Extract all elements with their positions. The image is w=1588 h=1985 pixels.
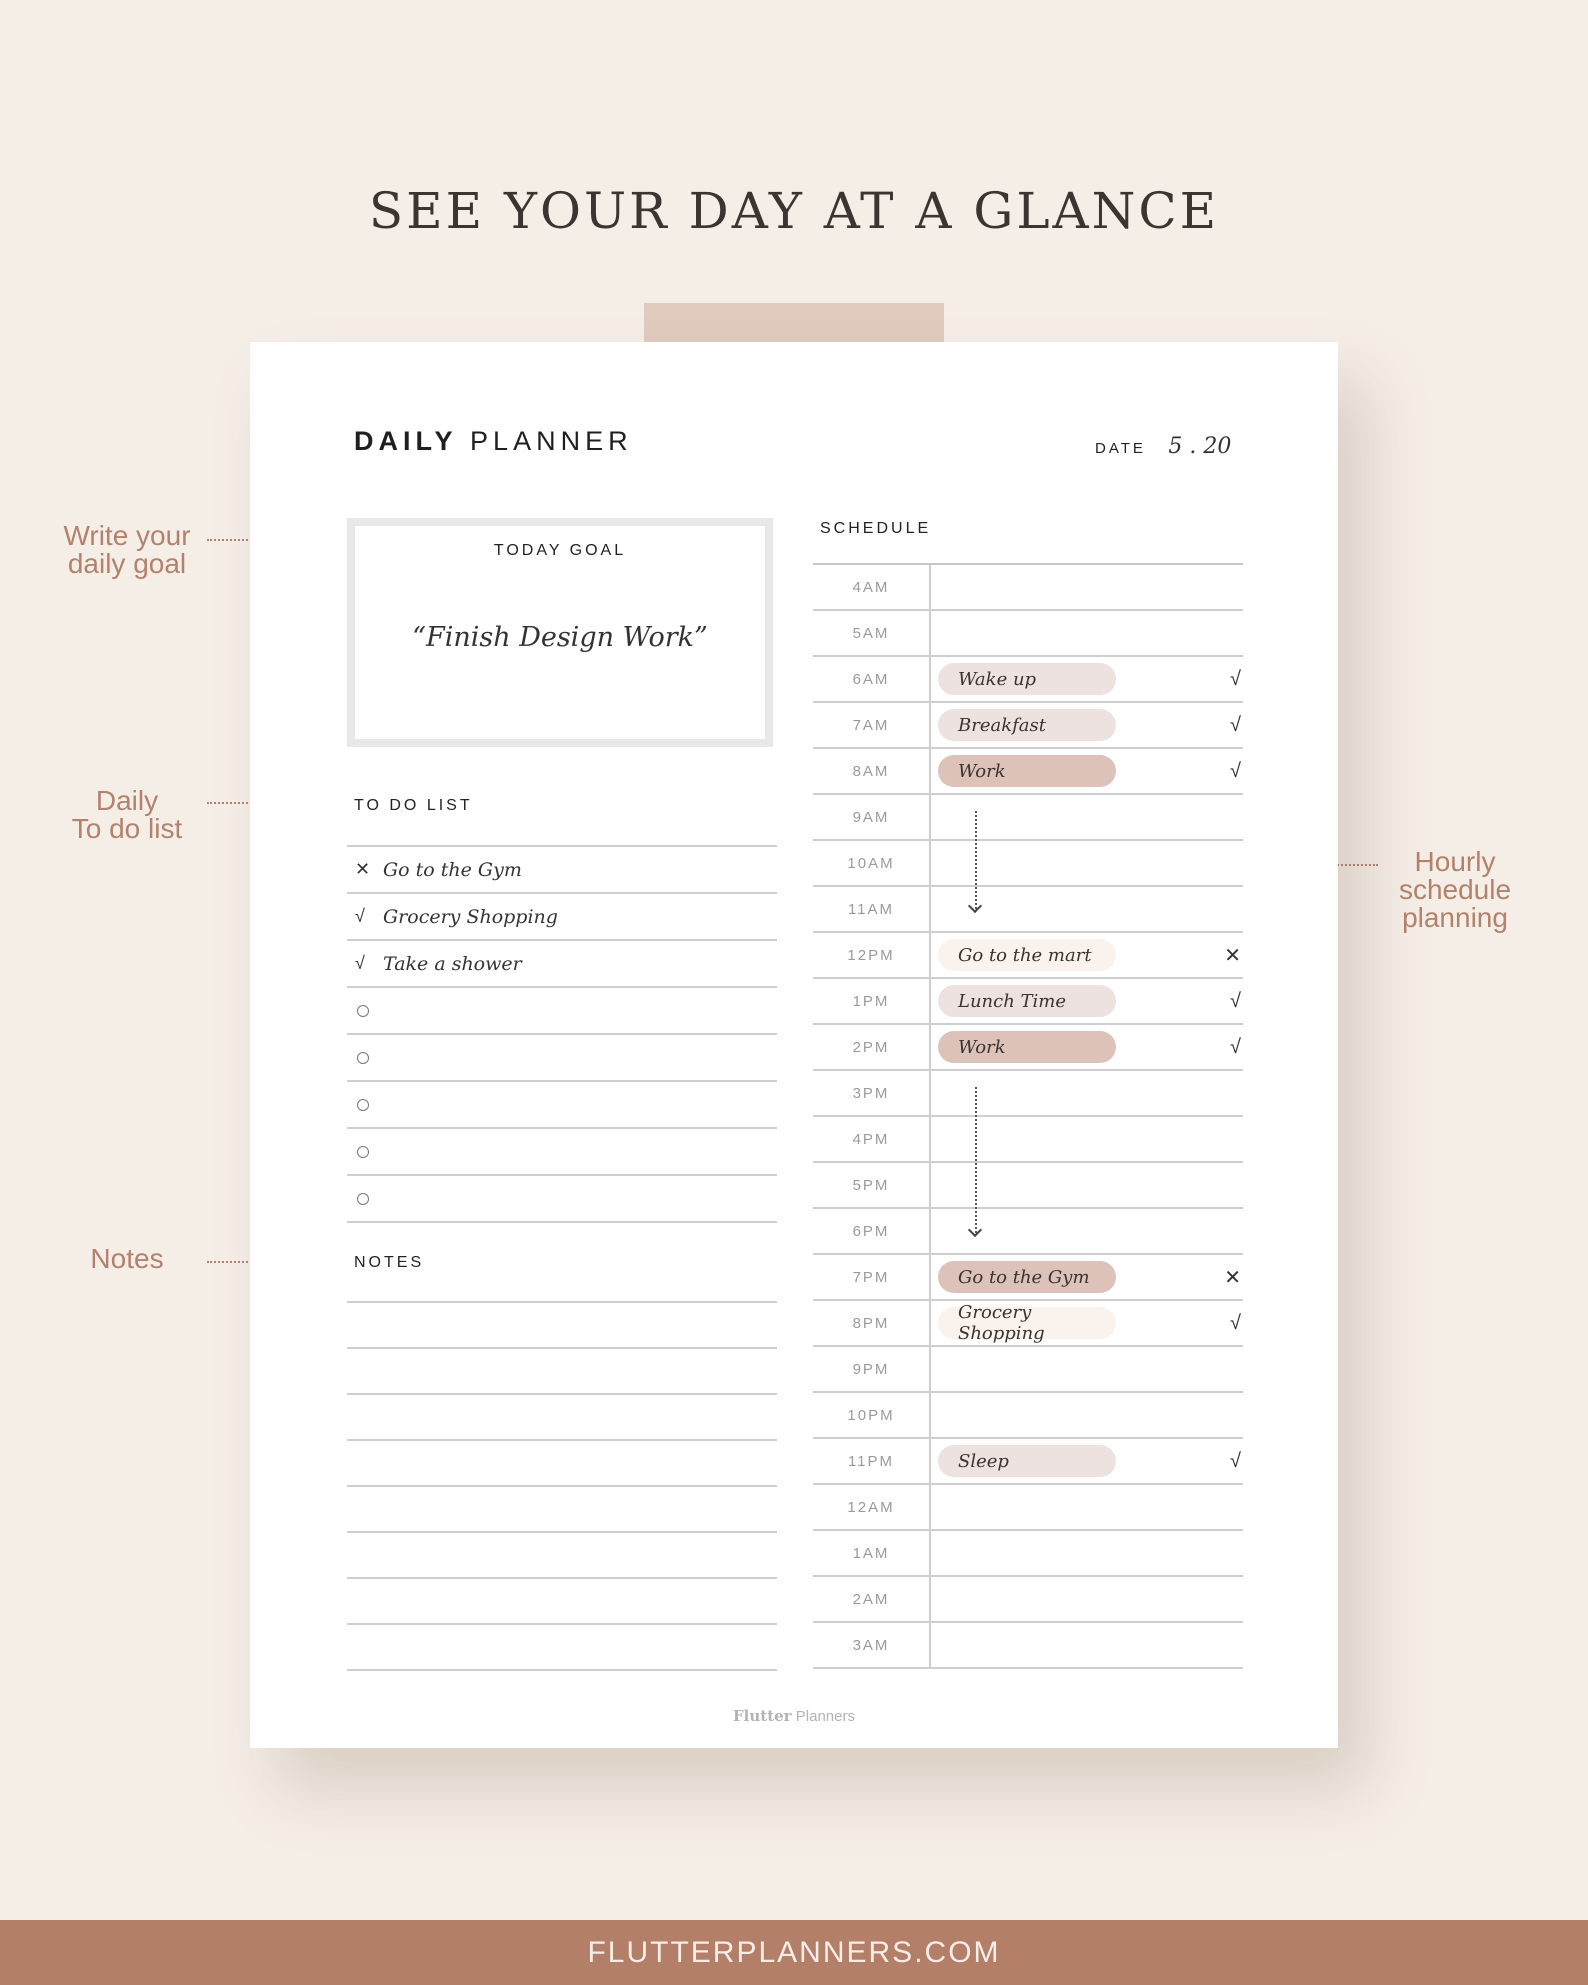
schedule-time: 10PM [813,1393,931,1437]
notes-line[interactable] [347,1625,777,1671]
schedule-row[interactable] [813,933,1243,979]
notes-line[interactable] [347,1303,777,1349]
brand-footer-bold: Flutter [733,1707,792,1725]
schedule-time: 9AM [813,795,931,839]
arrow-down-icon [975,1087,977,1233]
schedule-time: 8AM [813,749,931,793]
schedule-row[interactable] [813,1393,1243,1439]
annotation-goal [42,522,212,578]
schedule-row[interactable] [813,611,1243,657]
cross-icon[interactable]: ✕ [1224,944,1241,967]
schedule-row[interactable] [813,1531,1243,1577]
schedule-row[interactable] [813,1071,1243,1117]
annotation-notes-text: Notes [90,1243,164,1274]
check-icon[interactable]: √ [1230,1311,1241,1334]
date-label: DATE [1095,440,1146,457]
schedule-row[interactable] [813,887,1243,933]
notes-area[interactable] [347,1301,777,1671]
annotation-schedule-line3: planning [1402,902,1508,933]
notes-label: NOTES [354,1254,425,1271]
empty-checkbox-icon[interactable] [357,1193,369,1205]
schedule-task[interactable]: Work [938,755,1116,787]
todo-item[interactable] [347,1129,777,1176]
date-field[interactable] [1095,434,1231,459]
check-icon[interactable]: √ [355,906,365,926]
todo-list [347,845,777,1223]
schedule-time: 12PM [813,933,931,977]
schedule-time: 4AM [813,565,931,609]
schedule-label: SCHEDULE [820,520,932,537]
empty-checkbox-icon[interactable] [357,1146,369,1158]
todo-item[interactable] [347,1082,777,1129]
todo-item[interactable] [347,941,777,988]
schedule-row[interactable] [813,1255,1243,1301]
notes-line[interactable] [347,1441,777,1487]
annotation-schedule-line1: Hourly [1414,846,1496,877]
schedule-time: 5PM [813,1163,931,1207]
check-icon[interactable]: √ [1230,989,1241,1012]
schedule-task[interactable]: Breakfast [938,709,1116,741]
schedule-time: 6PM [813,1209,931,1253]
schedule-row[interactable] [813,1117,1243,1163]
today-goal-box[interactable] [347,518,773,747]
schedule-time: 10AM [813,841,931,885]
annotation-schedule-line2: schedule [1398,874,1512,905]
schedule-time: 9PM [813,1347,931,1391]
annotation-goal-text: Write your daily goal [63,520,191,579]
check-icon[interactable]: √ [1230,1035,1241,1058]
empty-checkbox-icon[interactable] [357,1005,369,1017]
todo-item[interactable] [347,1176,777,1223]
notes-line[interactable] [347,1579,777,1625]
cross-icon[interactable]: ✕ [1224,1266,1241,1289]
notes-line[interactable] [347,1395,777,1441]
schedule-time: 3PM [813,1071,931,1115]
planner-title-bold: DAILY [354,426,458,456]
annotation-notes [42,1245,212,1273]
planner-title [354,426,633,457]
notes-line[interactable] [347,1487,777,1533]
today-goal-text[interactable]: “Finish Design Work” [412,622,708,653]
todo-item-text[interactable]: Grocery Shopping [383,905,558,928]
todo-item-text[interactable]: Take a shower [383,952,522,975]
schedule-time: 11PM [813,1439,931,1483]
cross-icon[interactable]: ✕ [355,859,371,879]
schedule-row[interactable] [813,1485,1243,1531]
schedule-row[interactable] [813,1301,1243,1347]
schedule-row[interactable] [813,795,1243,841]
todo-item-text[interactable]: Go to the Gym [383,858,522,881]
schedule-time: 6AM [813,657,931,701]
annotation-todo [42,787,212,843]
schedule-row[interactable] [813,703,1243,749]
notes-line[interactable] [347,1533,777,1579]
schedule-row[interactable] [813,1577,1243,1623]
arrow-down-icon [975,811,977,909]
annotation-todo-line2: To do list [71,813,183,844]
schedule-time: 5AM [813,611,931,655]
schedule-row[interactable] [813,1209,1243,1255]
todo-item[interactable] [347,1035,777,1082]
brand-footer [250,1707,1338,1725]
schedule-time: 11AM [813,887,931,931]
schedule-row[interactable] [813,1163,1243,1209]
schedule-task[interactable]: Wake up [938,663,1116,695]
planner-sheet [250,342,1338,1748]
schedule-row[interactable] [813,657,1243,703]
schedule-table [813,563,1243,1669]
schedule-time: 1PM [813,979,931,1023]
schedule-task[interactable]: Go to the Gym [938,1261,1116,1293]
schedule-task[interactable]: Grocery Shopping [938,1307,1116,1339]
planner-title-rest: PLANNER [470,426,633,456]
schedule-row[interactable] [813,1025,1243,1071]
todo-item[interactable] [347,988,777,1035]
check-icon[interactable]: √ [1230,713,1241,736]
schedule-row[interactable] [813,979,1243,1025]
brand-footer-rest: Planners [795,1708,855,1725]
check-icon[interactable]: √ [1230,667,1241,690]
schedule-time: 12AM [813,1485,931,1529]
schedule-row[interactable] [813,841,1243,887]
todo-list-label: TO DO LIST [354,797,473,814]
check-icon[interactable]: √ [355,953,365,973]
schedule-row[interactable] [813,749,1243,795]
empty-checkbox-icon[interactable] [357,1052,369,1064]
annotation-schedule [1375,848,1535,932]
schedule-time: 2PM [813,1025,931,1069]
today-goal-label: TODAY GOAL [493,542,627,559]
schedule-row[interactable] [813,1623,1243,1669]
schedule-time: 7PM [813,1255,931,1299]
check-icon[interactable]: √ [1230,1449,1241,1472]
schedule-time: 8PM [813,1301,931,1345]
schedule-task[interactable]: Work [938,1031,1116,1063]
todo-item[interactable] [347,847,777,894]
schedule-time: 4PM [813,1117,931,1161]
schedule-task[interactable]: Lunch Time [938,985,1116,1017]
website-link[interactable]: FLUTTERPLANNERS.COM [587,1936,1001,1969]
schedule-task[interactable]: Go to the mart [938,939,1116,971]
empty-checkbox-icon[interactable] [357,1099,369,1111]
schedule-row[interactable] [813,1439,1243,1485]
schedule-time: 3AM [813,1623,931,1667]
schedule-task[interactable]: Sleep [938,1445,1116,1477]
schedule-time: 7AM [813,703,931,747]
schedule-time: 2AM [813,1577,931,1621]
todo-item[interactable] [347,894,777,941]
schedule-row[interactable] [813,565,1243,611]
page-headline: SEE YOUR DAY AT A GLANCE [368,182,1220,240]
check-icon[interactable]: √ [1230,759,1241,782]
notes-line[interactable] [347,1349,777,1395]
annotation-todo-line1: Daily [95,785,159,816]
date-value[interactable]: 5 . 20 [1168,434,1232,459]
schedule-time: 1AM [813,1531,931,1575]
schedule-row[interactable] [813,1347,1243,1393]
